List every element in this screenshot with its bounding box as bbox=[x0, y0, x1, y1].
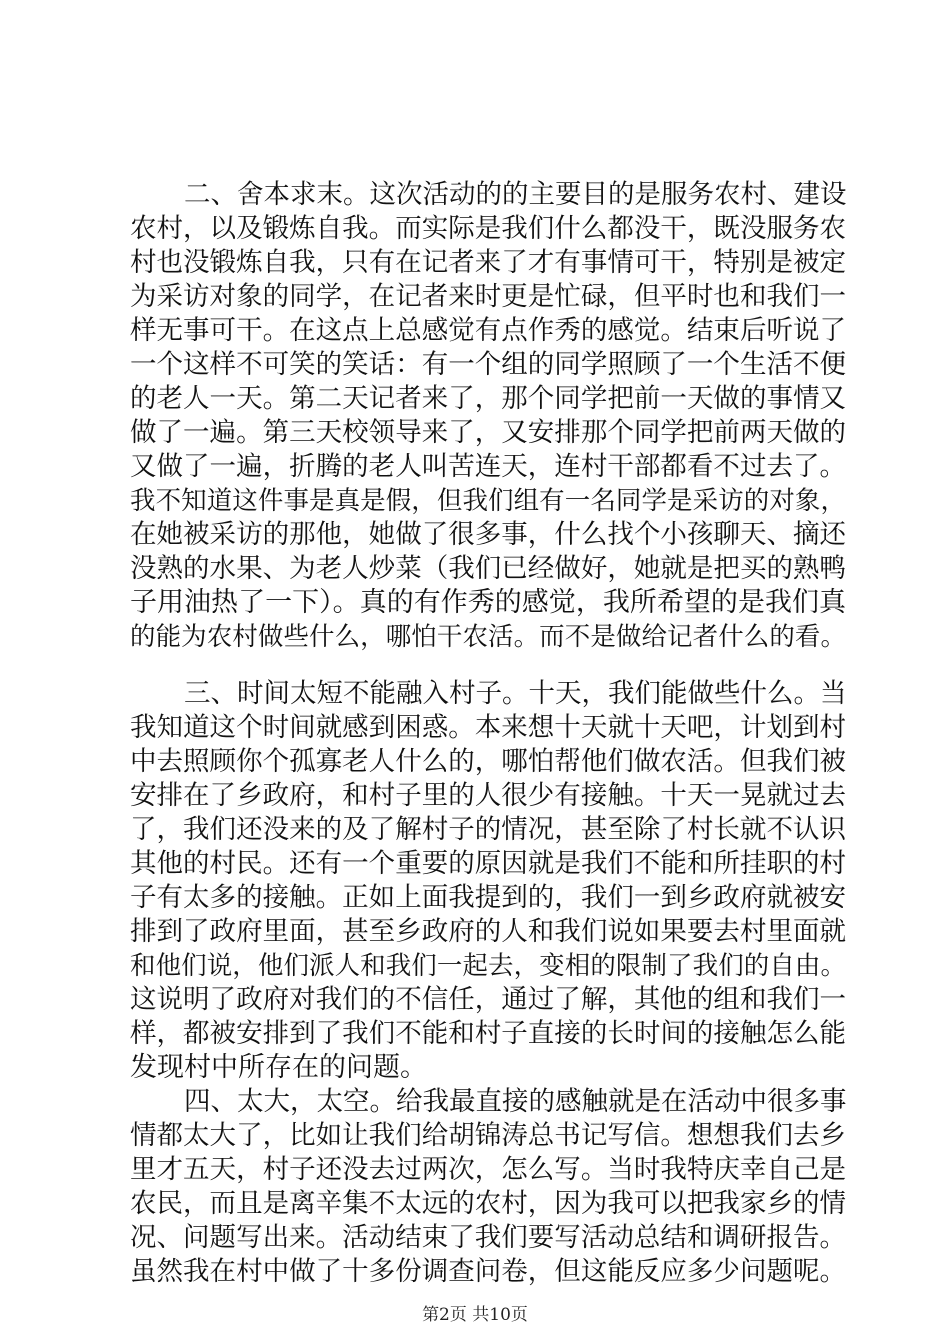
paragraph-line: 安排在了乡政府，和村子里的人很少有接触。十天一晃就过去 bbox=[130, 780, 846, 811]
paragraph-line: 的能为农村做些什么，哪怕干农活。而不是做给记者什么的看。 bbox=[130, 622, 846, 652]
paragraph-line: 的老人一天。第二天记者来了，那个同学把前一天做的事情又 bbox=[130, 383, 846, 414]
paragraph-line: 我不知道这件事是真是假，但我们组有一名同学是采访的对象， bbox=[130, 486, 846, 516]
paragraph-line: 子有太多的接触。正如上面我提到的，我们一到乡政府就被安 bbox=[130, 882, 846, 913]
paragraph-line: 发现村中所存在的问题。 bbox=[130, 1052, 427, 1083]
paragraph-line: 四、太大，太空。给我最直接的感触就是在活动中很多事 bbox=[184, 1086, 847, 1117]
paragraph-line: 里才五天，村子还没去过两次，怎么写。当时我特庆幸自己是 bbox=[130, 1154, 846, 1185]
paragraph-line: 又做了一遍，折腾的老人叫苦连天，连村干部都看不过去了。 bbox=[130, 451, 846, 482]
paragraph-line: 了，我们还没来的及了解村子的情况，甚至除了村长就不认识 bbox=[130, 814, 846, 845]
paragraph-line: 没熟的水果、为老人炒菜（我们已经做好，她就是把买的熟鸭 bbox=[130, 553, 846, 584]
paragraph-line: 排到了政府里面，甚至乡政府的人和我们说如果要去村里面就 bbox=[130, 916, 846, 947]
paragraph-line: 虽然我在村中做了十多份调查问卷，但这能反应多少问题呢。 bbox=[130, 1256, 846, 1287]
paragraph-line: 和他们说，他们派人和我们一起去，变相的限制了我们的自由。 bbox=[130, 951, 846, 981]
paragraph-line: 这说明了政府对我们的不信任，通过了解，其他的组和我们一 bbox=[130, 984, 846, 1015]
paragraph-line: 农民，而且是离辛集不太远的农村，因为我可以把我家乡的情 bbox=[130, 1188, 846, 1219]
paragraph-line: 一个这样不可笑的笑话：有一个组的同学照顾了一个生活不便 bbox=[130, 349, 846, 380]
paragraph-line: 农村，以及锻炼自我。而实际是我们什么都没干，既没服务农 bbox=[130, 213, 846, 244]
paragraph-line: 三、时间太短不能融入村子。十天，我们能做些什么。当 bbox=[184, 678, 847, 709]
paragraph-line: 况、问题写出来。活动结束了我们要写活动总结和调研报告。 bbox=[130, 1222, 846, 1253]
paragraph-line: 为采访对象的同学，在记者来时更是忙碌，但平时也和我们一 bbox=[130, 281, 846, 312]
paragraph-line: 在她被采访的那他，她做了很多事，什么找个小孩聊天、摘还 bbox=[130, 519, 846, 550]
paragraph-line: 村也没锻炼自我，只有在记者来了才有事情可干，特别是被定 bbox=[130, 247, 846, 278]
paragraph-line: 做了一遍。第三天校领导来了，又安排那个同学把前两天做的 bbox=[130, 417, 846, 448]
paragraph-line: 情都太大了，比如让我们给胡锦涛总书记写信。想想我们去乡 bbox=[130, 1120, 846, 1151]
paragraph-line: 其他的村民。还有一个重要的原因就是我们不能和所挂职的村 bbox=[130, 848, 846, 879]
paragraph-line: 我知道这个时间就感到困惑。本来想十天就十天吧，计划到村 bbox=[130, 712, 846, 743]
paragraph-line: 二、舍本求末。这次活动的的主要目的是服务农村、建设 bbox=[184, 179, 847, 210]
paragraph-line: 子用油热了一下）。真的有作秀的感觉，我所希望的是我们真 bbox=[130, 587, 846, 618]
paragraph-line: 样无事可干。在这点上总感觉有点作秀的感觉。结束后听说了 bbox=[130, 315, 846, 346]
page-footer: 第2页 共10页 bbox=[422, 1305, 528, 1325]
paragraph-line: 样，都被安排到了我们不能和村子直接的长时间的接触怎么能 bbox=[130, 1018, 846, 1049]
paragraph-line: 中去照顾你个孤寡老人什么的，哪怕帮他们做农活。但我们被 bbox=[130, 746, 846, 777]
